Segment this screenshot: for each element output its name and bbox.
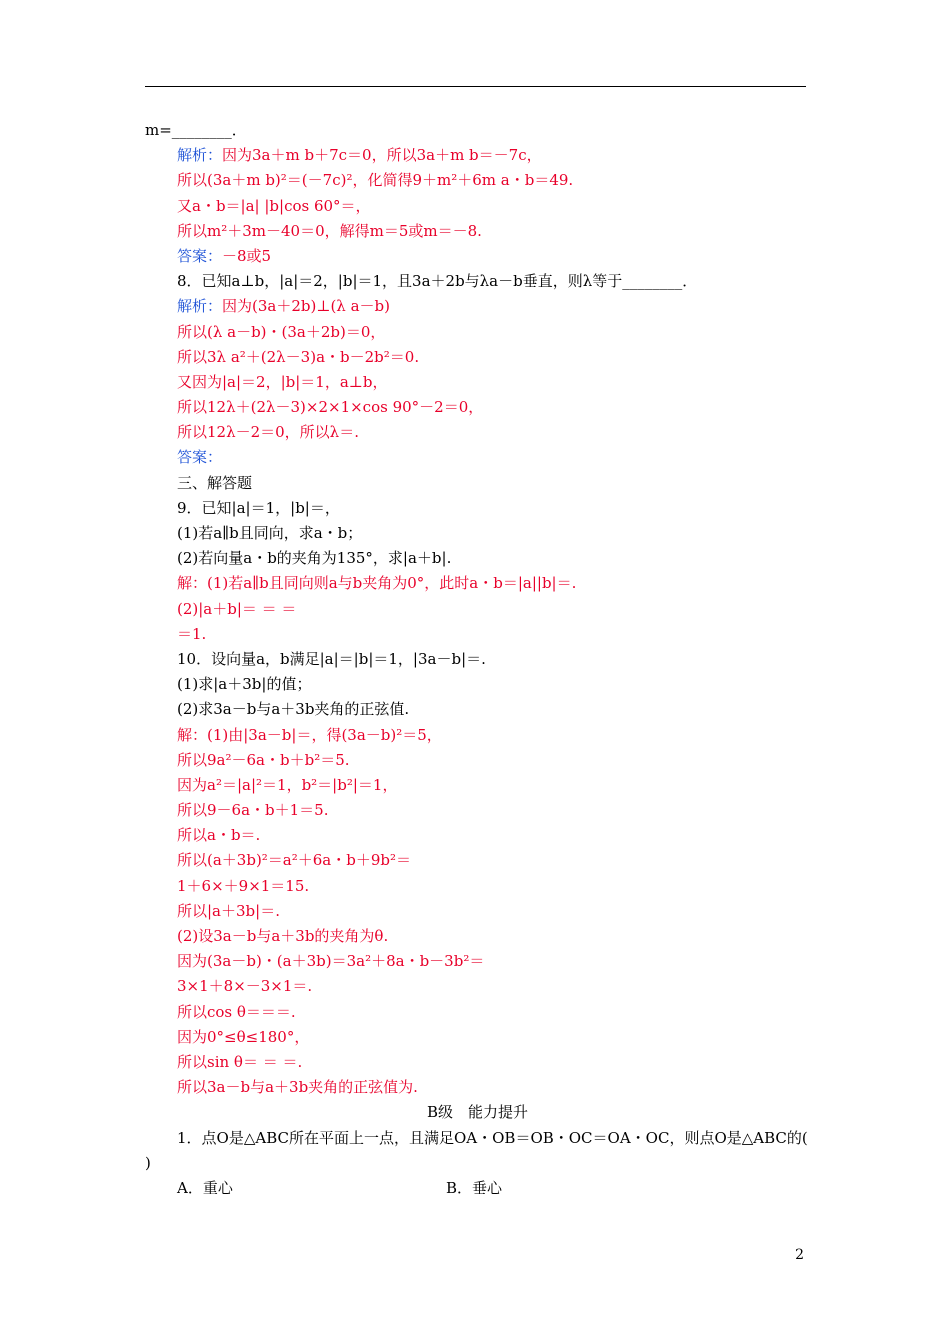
text-line: 又因为|a|＝2，|b|＝1，a⊥b， xyxy=(177,372,388,391)
line-label: 解析： xyxy=(177,297,223,316)
text-line: 所以sin θ＝ ＝ ＝. xyxy=(177,1052,303,1071)
choice-options xyxy=(145,1176,810,1201)
text-line xyxy=(145,445,810,470)
text-line xyxy=(145,143,810,168)
document-body xyxy=(145,118,810,1201)
text-line: (2)|a＋b|＝ ＝ ＝ xyxy=(177,599,297,618)
text-line xyxy=(145,294,810,319)
text-line: (2)若向量a・b的夹角为135°，求|a＋b|. xyxy=(177,549,452,568)
text-line xyxy=(145,244,810,269)
text-line: (2)求3a－b与a＋3b夹角的正弦值. xyxy=(177,700,410,719)
text-line: 所以3λ a²＋(2λ－3)a・b－2b²＝0. xyxy=(177,347,420,366)
text-line: 所以3a－b与a＋3b夹角的正弦值为. xyxy=(177,1078,418,1097)
text-line: 所以12λ＋(2λ－3)×2×1×cos 90°－2＝0， xyxy=(177,398,484,417)
choice-option: A．重心 xyxy=(177,1178,233,1197)
text-line: 所以9a²－6a・b＋b²＝5. xyxy=(177,750,350,769)
text-line: 所以cos θ＝＝＝. xyxy=(177,1002,296,1021)
text-line: 所以(λ a－b)・(3a＋2b)＝0， xyxy=(177,322,386,341)
text-line: 所以a・b＝. xyxy=(177,826,261,845)
text-line: 10．设向量a，b满足|a|＝|b|＝1，|3a－b|＝. xyxy=(177,649,486,668)
text-line: 所以(a＋3b)²＝a²＋6a・b＋9b²＝ xyxy=(177,851,412,870)
text-line: ) xyxy=(145,1153,151,1172)
text-line: m=________． xyxy=(145,121,247,139)
line-label: 解析： xyxy=(177,146,223,165)
page-number: 2 xyxy=(795,1247,804,1263)
text-line: 解：(1)若a∥b且同向则a与b夹角为0°，此时a・b＝|a||b|＝. xyxy=(177,574,577,593)
text-line: 所以|a＋3b|＝. xyxy=(177,901,280,920)
header-rule xyxy=(145,86,806,87)
text-line: (2)设3a－b与a＋3b的夹角为θ. xyxy=(177,927,389,945)
text-line: 所以(3a＋m b)²＝(－7c)²，化简得9＋m²＋6m a・b＝49. xyxy=(177,171,574,190)
text-line: (1)求|a＋3b|的值； xyxy=(177,675,312,694)
text-line: 9．已知|a|＝1，|b|＝， xyxy=(177,498,340,517)
text-line: 1＋6×＋9×1＝15. xyxy=(177,876,310,895)
text-line: 解：(1)由|3a－b|＝，得(3a－b)²＝5， xyxy=(177,725,442,744)
line-label: 答案： xyxy=(177,448,223,467)
text-line: 3×1＋8×－3×1＝. xyxy=(177,977,313,996)
choice-option: B．垂心 xyxy=(446,1178,503,1197)
text-line: 1．点O是△ABC所在平面上一点，且满足OA・OB＝OB・OC＝OA・OC，则点O是△ABC的( xyxy=(177,1128,808,1147)
text-line: 又a・b＝|a| |b|cos 60°＝， xyxy=(177,196,371,215)
line-text: 因为(3a＋2b)⊥(λ a－b) xyxy=(222,297,390,316)
text-line: 因为(3a－b)・(a＋3b)＝3a²＋8a・b－3b²＝ xyxy=(177,952,485,971)
text-line: 因为0°≤θ≤180°， xyxy=(177,1027,310,1046)
text-line: ＝1. xyxy=(177,624,207,643)
text-line: B级 能力提升 xyxy=(426,1103,529,1122)
text-line: 所以m²＋3m－40＝0，解得m＝5或m＝－8. xyxy=(177,221,482,240)
line-label: 答案： xyxy=(177,246,223,265)
text-line: 所以9－6a・b＋1＝5. xyxy=(177,801,329,820)
text-line: 8．已知a⊥b，|a|＝2，|b|＝1，且3a＋2b与λa－b垂直，则λ等于________． xyxy=(177,272,698,291)
text-line: (1)若a∥b且同向，求a・b； xyxy=(177,524,363,542)
text-line: 因为a²＝|a|²＝1，b²＝|b²|＝1， xyxy=(177,775,398,794)
line-text: －8或5 xyxy=(222,246,272,265)
line-text: 因为3a＋m b＋7c＝0，所以3a＋m b＝－7c， xyxy=(222,146,542,165)
text-line: 所以12λ－2＝0，所以λ＝. xyxy=(177,423,359,442)
text-line: 三、解答题 xyxy=(177,473,253,492)
